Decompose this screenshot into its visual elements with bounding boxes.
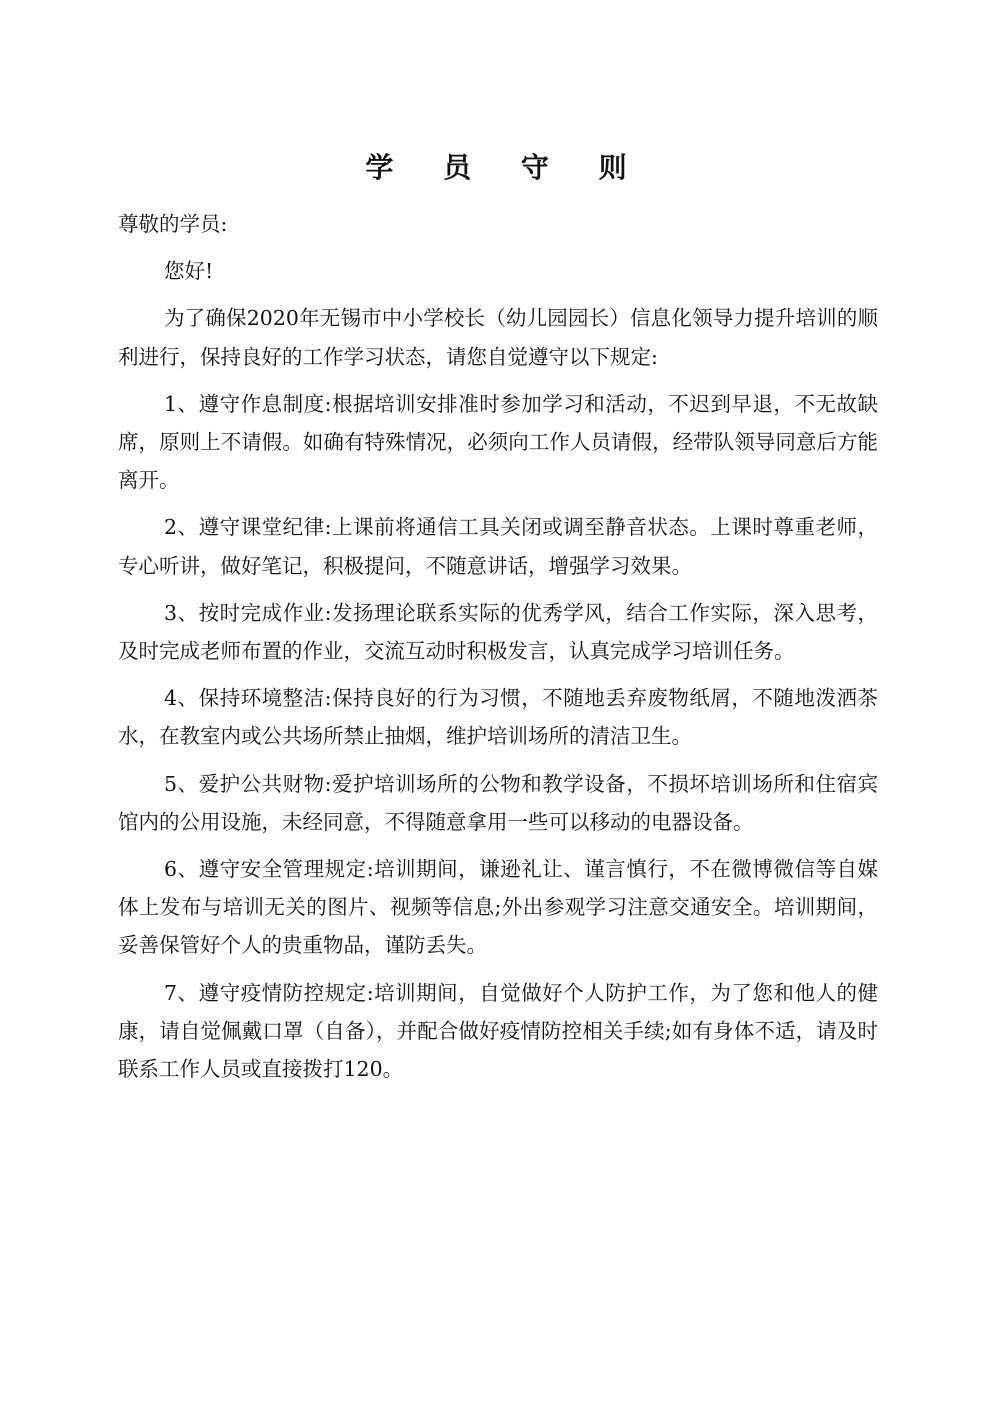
greeting: 您好! — [164, 259, 214, 284]
salutation: 尊敬的学员: — [118, 212, 228, 236]
document-body — [118, 205, 878, 1088]
rule-3: 3、按时完成作业:发扬理论联系实际的优秀学风，结合工作实际，深入思考，及时完成老师布置的作业，交流互动时积极发言，认真完成学习培训任务。 — [118, 600, 878, 664]
rule-2: 2、遵守课堂纪律:上课前将通信工具关闭或调至静音状态。上课时尊重老师，专心听讲，做好笔记，积极提问，不随意讲话，增强学习效果。 — [118, 515, 878, 578]
rule-1: 1、遵守作息制度:根据培训安排准时参加学习和活动，不迟到早退，不无故缺席，原则上不请假。如确有特殊情况，必须向工作人员请假，经带队领导同意后方能离开。 — [118, 391, 878, 493]
rule-6: 6、遵守安全管理规定:培训期间，谦逊礼让、谨言慎行，不在微博微信等自媒体上发布与培训无关的图片、视频等信息;外出参观学习注意交通安全。培训期间，妥善保管好个人的贵重物品，谨防丢失。 — [118, 857, 878, 958]
rule-7: 7、遵守疫情防控规定:培训期间，自觉做好个人防护工作，为了您和他人的健康，请自觉佩戴口罩（自备），并配合做好疫情防控相关手续;如有身体不适，请及时联系工作人员或直接拨打120。 — [118, 980, 878, 1082]
rule-5: 5、爱护公共财物:爱护培训场所的公物和教学设备，不损坏培训场所和住宿宾馆内的公用设施，未经同意，不得随意拿用一些可以移动的电器设备。 — [118, 771, 878, 834]
document-title: 学 员 守 则 — [365, 151, 647, 184]
intro-paragraph: 为了确保2020年无锡市中小学校长（幼儿园园长）信息化领导力提升培训的顺利进行，保持良好的工作学习状态，请您自觉遵守以下规定: — [118, 306, 878, 369]
rule-4: 4、保持环境整洁:保持良好的行为习惯，不随地丢弃废物纸屑，不随地泼洒茶水，在教室内或公共场所禁止抽烟，维护培训场所的清洁卫生。 — [118, 686, 878, 749]
